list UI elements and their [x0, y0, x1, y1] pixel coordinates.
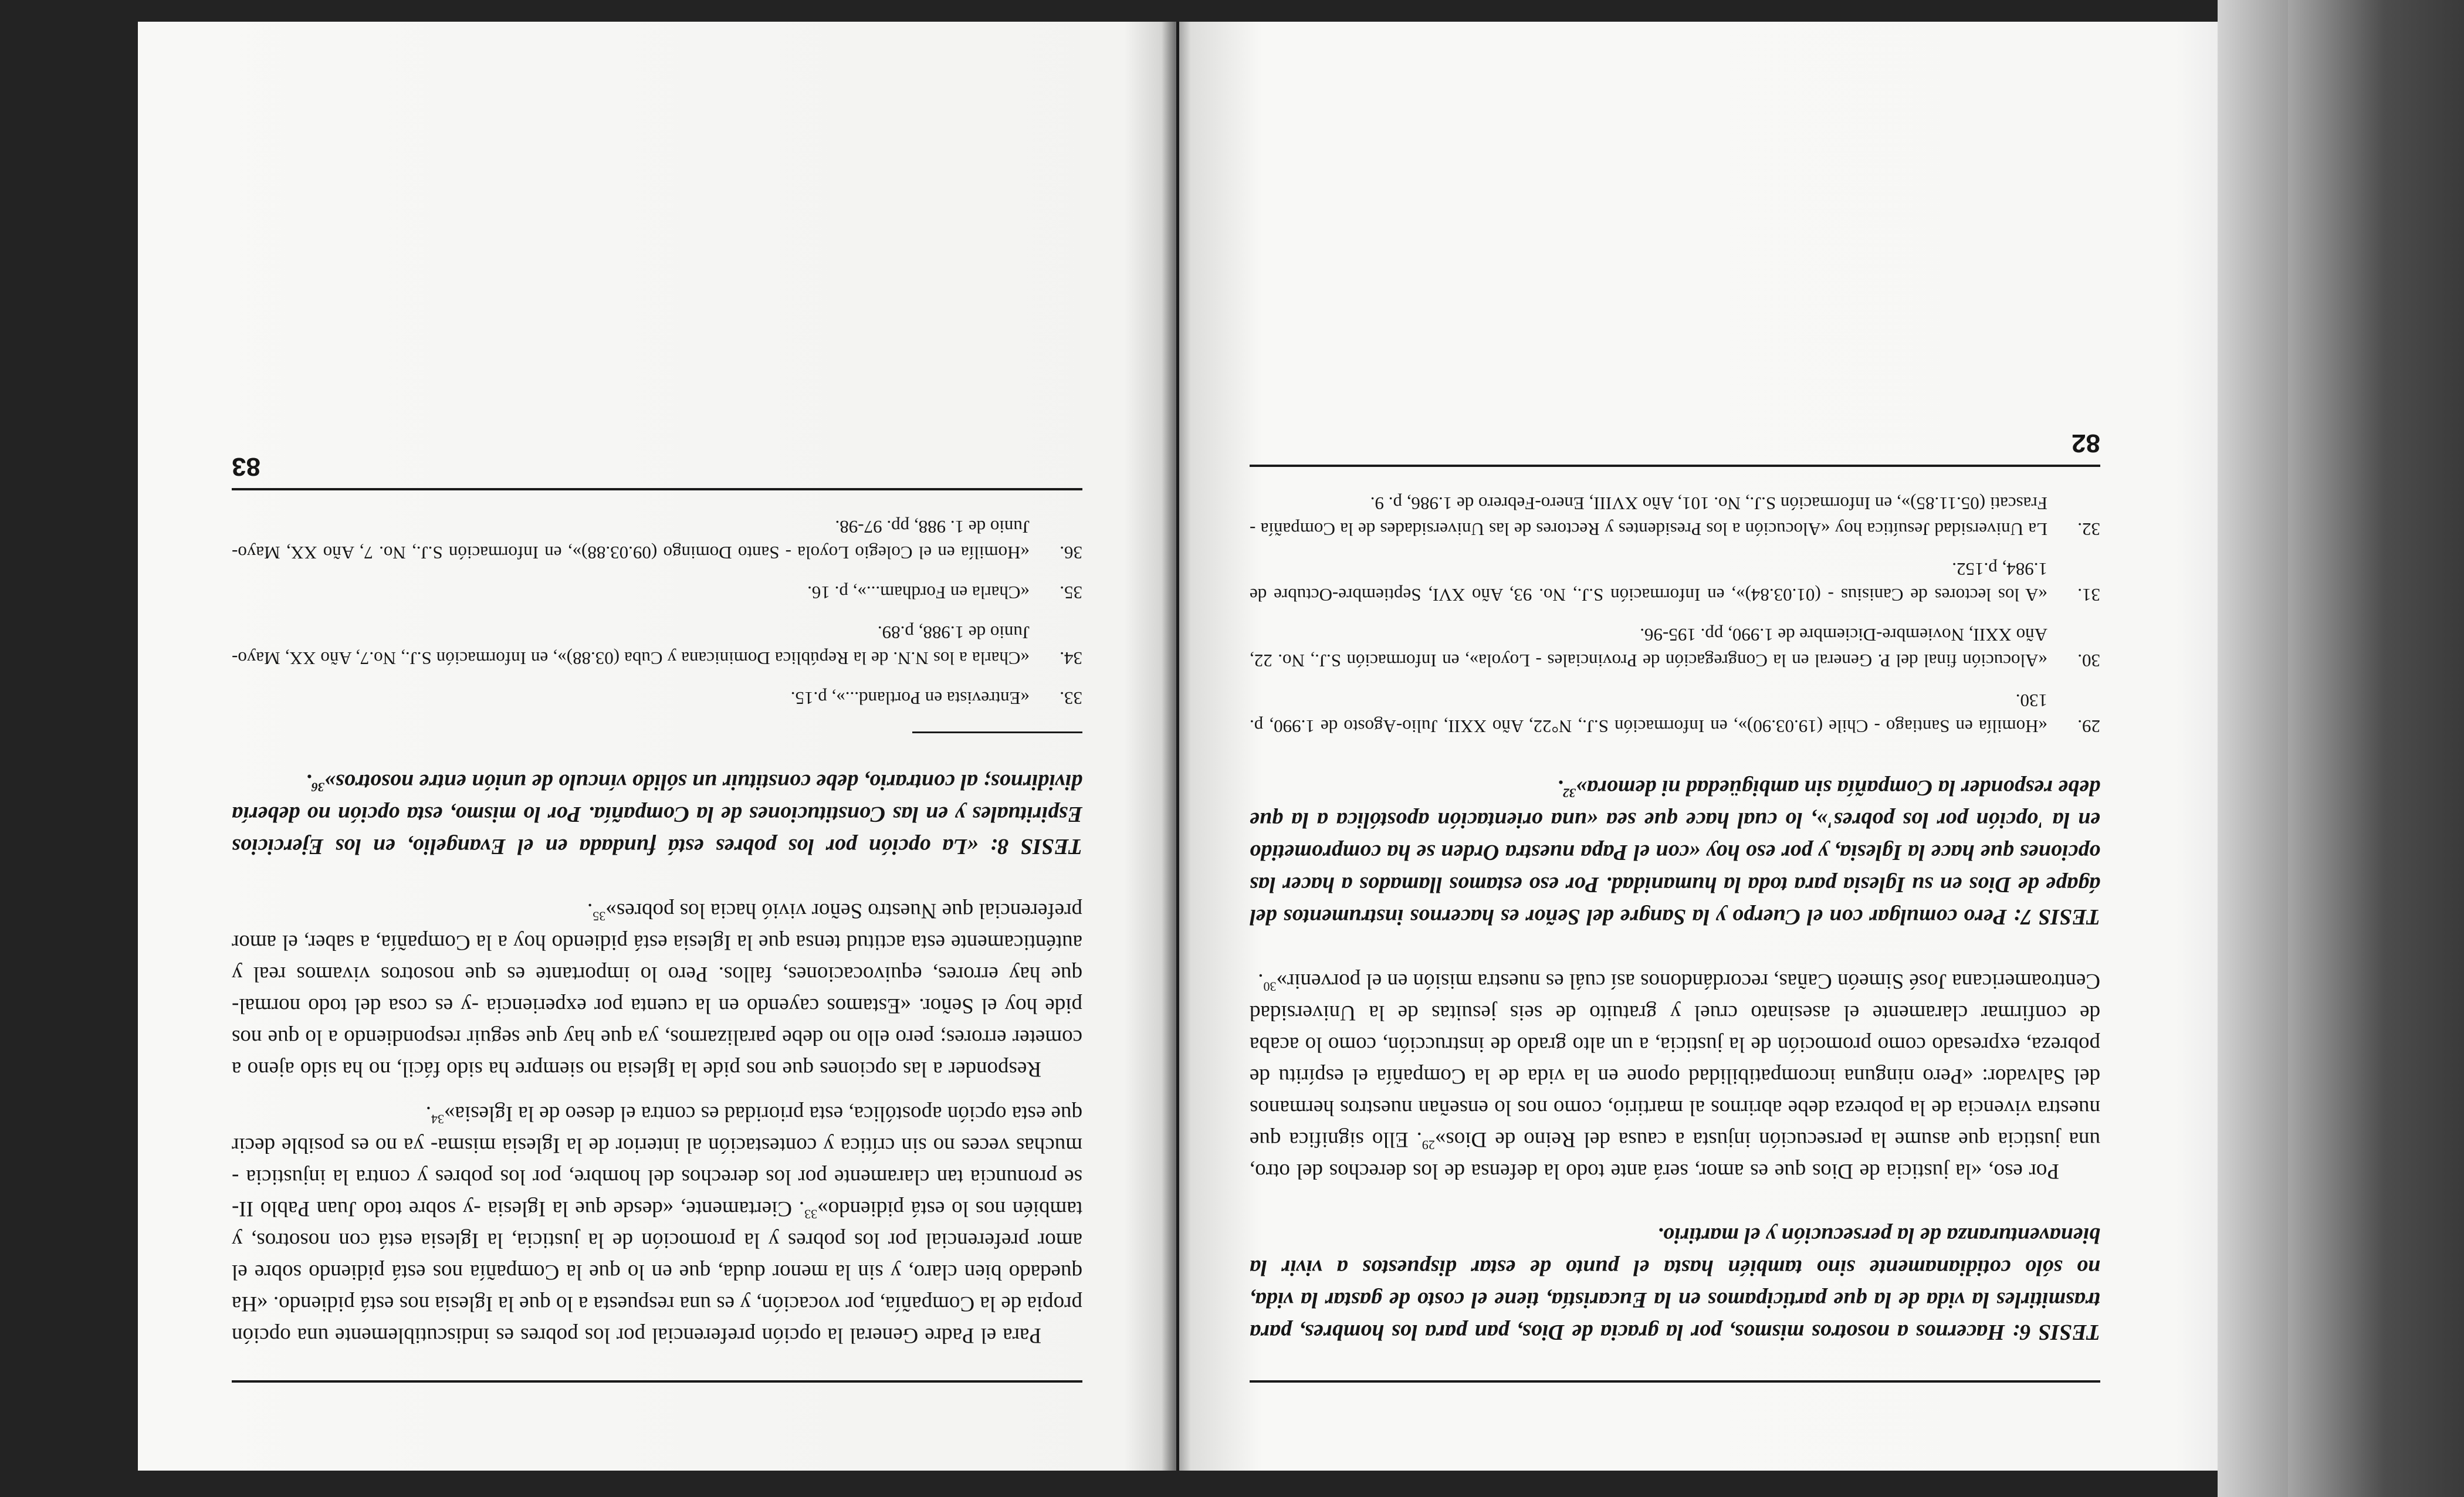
tesis-6: [1250, 1219, 2100, 1348]
footnote-number: 32.: [2077, 519, 2100, 540]
book-edge-shadow: [2288, 0, 2464, 1497]
footnote-34: [232, 619, 1082, 671]
footnote-text: «Alocución final del P. General en la Congregación de Provinciales - Loyola», en Información S.J., No. 22, Año XXII, Noviembre-Diciembre de 1.990, pp. 195-96.: [1250, 625, 2047, 671]
book-gutter: [1162, 22, 1191, 1471]
footnote-text: La Universidad Jesuítica hoy «Alocución a los Presidentes y Rectores de las Universidades de la Compañía - Frascati (05.11.85)», en Información S.J., No. 101, Año XVIII, Enero-Febrero de 1.986, p. 9.: [1250, 493, 2047, 540]
footnote-number: 34.: [1060, 648, 1082, 669]
footnote-ref-35: 35: [593, 909, 606, 924]
paragraph-text: .: [587, 899, 593, 923]
tesis-8-text-end: .: [306, 770, 312, 794]
bottom-rule: [232, 488, 1082, 490]
tesis-6-text: Hacernos a nosotros mismos, por la gracia de Dios, pan para los hombres, para trasmitirles la vida de la que participamos en la Eucaristía, tiene el costo de gastar la vida, no sólo cotidianamente sino también hasta el punto de estar dispuestos a vivir la bienaventuranza de la persecución y el martirio.: [1250, 1223, 2100, 1344]
footnote-ref-33: 33: [804, 1207, 818, 1222]
footnote-text: «Entrevista en Portland...», p.15.: [790, 688, 1030, 709]
footnote-29: [1250, 687, 2100, 739]
footnote-35: [232, 580, 1082, 605]
footnote-text: «Homilía en el Colegio Loyola - Santo Domingo (09.03.88)», en Información S.J., No. 7, Año XX, Mayo-Junio de 1. 988, pp. 97-98.: [232, 517, 1030, 563]
footnote-text: «A los lectores de Canisius - (01.03.84)», en Información S.J., No. 93, Año XVI, Septiembre-Octubre de 1.984, p.152.: [1250, 559, 2047, 605]
page-82-content: [1250, 428, 2100, 1383]
page-number: 82: [2072, 429, 2100, 458]
page-83-content: [232, 452, 1082, 1383]
page-number: 83: [232, 452, 260, 481]
page-footer-83: [232, 452, 1082, 490]
footnote-number: 29.: [2077, 716, 2100, 737]
tesis-8-text: «La opción por los pobres está fundada en el Evangelio, en los Ejercicios Espirituales y en las Constituciones de la Compañía. Por lo mismo, esta opción no debería dividirnos; al contrario, debe constituir un sólido vínculo de unión entre nosotros»: [232, 770, 1082, 859]
footnote-ref-29: 29: [1421, 1137, 1435, 1153]
footnote-text: «Charla en Fordham...», p. 16.: [807, 582, 1030, 603]
tesis-7-text-end: .: [1557, 775, 1563, 800]
footnote-number: 35.: [1060, 582, 1082, 603]
footnote-ref-30: 30: [1263, 979, 1277, 994]
page-footer-82: [1250, 428, 2100, 467]
book-edge: [2218, 0, 2288, 1497]
footnote-ref-32: 32: [1562, 785, 1576, 801]
footnote-31: [1250, 556, 2100, 608]
tesis-8: [232, 766, 1082, 862]
footnote-32: [1250, 490, 2100, 542]
footnote-separator: [912, 731, 1082, 733]
paragraph-text: Por eso, «la justicia de Dios que es amor, será ante todo la defensa de los derechos del otro, una justicia que asume la persecución injusta a causa del Reino de Dios»: [1250, 1127, 2100, 1183]
tesis-8-label: TESIS 8:: [990, 834, 1082, 859]
footnote-36: [232, 514, 1082, 565]
footnote-33: [232, 685, 1082, 711]
paragraph-text: Responder a las opciones que nos pide la Iglesia no siempre ha sido fácil, no ha sido ajeno a cometer errores; pero ello no debe paralizarnos, ya que hay que seguir respondiendo a lo que nos pide hoy el Señor. «Estamos cayendo en la cuenta por experiencia -y es cosa del todo normal- que hay errores, equivocaciones, fallos. Pero lo importante es que nosotros vivamos real y auténticamente esta actitud tensa que la Iglesia está pidiendo hoy a la Compañía, a saber, el amor preferencial que Nuestro Señor vivió hacia los pobres»: [232, 899, 1082, 1081]
footnote-text: «Charla a los N.N. de la República Dominicana y Cuba (03.88)», en Información S.J., No.7, Año XX, Mayo-Junio de 1.988, p.89.: [232, 622, 1030, 669]
bottom-rule: [1250, 465, 2100, 467]
footnote-number: 36.: [1060, 543, 1082, 563]
tesis-7-label: TESIS 7:: [2013, 905, 2100, 929]
footnote-number: 31.: [2077, 585, 2100, 605]
paragraph-text: . Ello significa que nuestra vivencia de la pobreza debe abrirnos al martirio, como nos lo enseñan nuestros hermanos del Salvador: «Pero ninguna incompatibilidad opone en la vida de la Compañía el espíritu de pobreza, expresado como promoción de la justicia, a un alto grado de instrucción, como lo acaba de confirmar claramente el asesinato cruel y gratuito de seis jesuitas de la Universidad Centroamericana José Simeón Cañas, recordándonos así cuál es nuestra misión en el porvenir»: [1250, 969, 2100, 1151]
paragraph-text: .: [1258, 969, 1264, 993]
paragraph-text: . Ciertamente, «desde que la Iglesia -y sobre todo Juan Pablo II- se pronuncia tan claramente por los derechos del hombre, por los pobres y contra la injusticia -muchas veces no sin crítica y contestación al interior de la Iglesia misma- ya no es posible decir que esta opción apostólica, esta prioridad es contra el deseo de la Iglesia»: [232, 1102, 1082, 1221]
footnote-number: 30.: [2077, 651, 2100, 671]
paragraph-82-1: [1250, 965, 2100, 1187]
footnote-ref-34: 34: [431, 1112, 444, 1127]
paragraph-83-2: [232, 895, 1082, 1085]
footnote-ref-36: 36: [311, 780, 324, 795]
tesis-6-label: TESIS 6:: [2012, 1320, 2100, 1344]
page-83: [138, 22, 1176, 1471]
footnote-number: 33.: [1060, 688, 1082, 709]
top-rule: [232, 1380, 1082, 1383]
page-82: [1179, 22, 2218, 1471]
paragraph-text: Para el Padre General la opción preferencial por los pobres es indiscutiblemente una opción propia de la Compañía, por vocación, y es una respuesta a lo que la Iglesia nos está pidiendo. «Ha quedado bien claro, y sin la menor duda, que en lo que la Compañía nos está pidiendo sobre el amor preferencial por los pobres y la promoción de la justicia, la Iglesia está con nosotros, y también nos lo está pidiendo»: [232, 1197, 1082, 1347]
paragraph-text: .: [425, 1102, 431, 1126]
footnote-text: «Homilía en Santiago - Chile (19.03.90)», en Información S.J., N°22, Año XXII, Julio-Agosto de 1.990, p. 130.: [1250, 690, 2047, 737]
tesis-7-text: Pero comulgar con el Cuerpo y la Sangre del Señor es hacernos instrumentos del ágape de Dios en su Iglesia para toda la humanidad. Por eso estamos llamados a hacer las opciones que hace la Iglesia, y por eso hoy «con el Papa nuestra Orden se ha comprometido en la 'opción por los pobres'», lo cual hace que sea «una orientación apostólica a la que debe responder la Compañía sin ambigüedad ni demora»: [1250, 775, 2100, 929]
paragraph-83-1: [232, 1098, 1082, 1351]
tesis-7: [1250, 771, 2100, 933]
top-rule: [1250, 1380, 2100, 1383]
footnotes-82: [1250, 490, 2100, 739]
footnotes-83: [232, 514, 1082, 711]
footnote-30: [1250, 622, 2100, 673]
